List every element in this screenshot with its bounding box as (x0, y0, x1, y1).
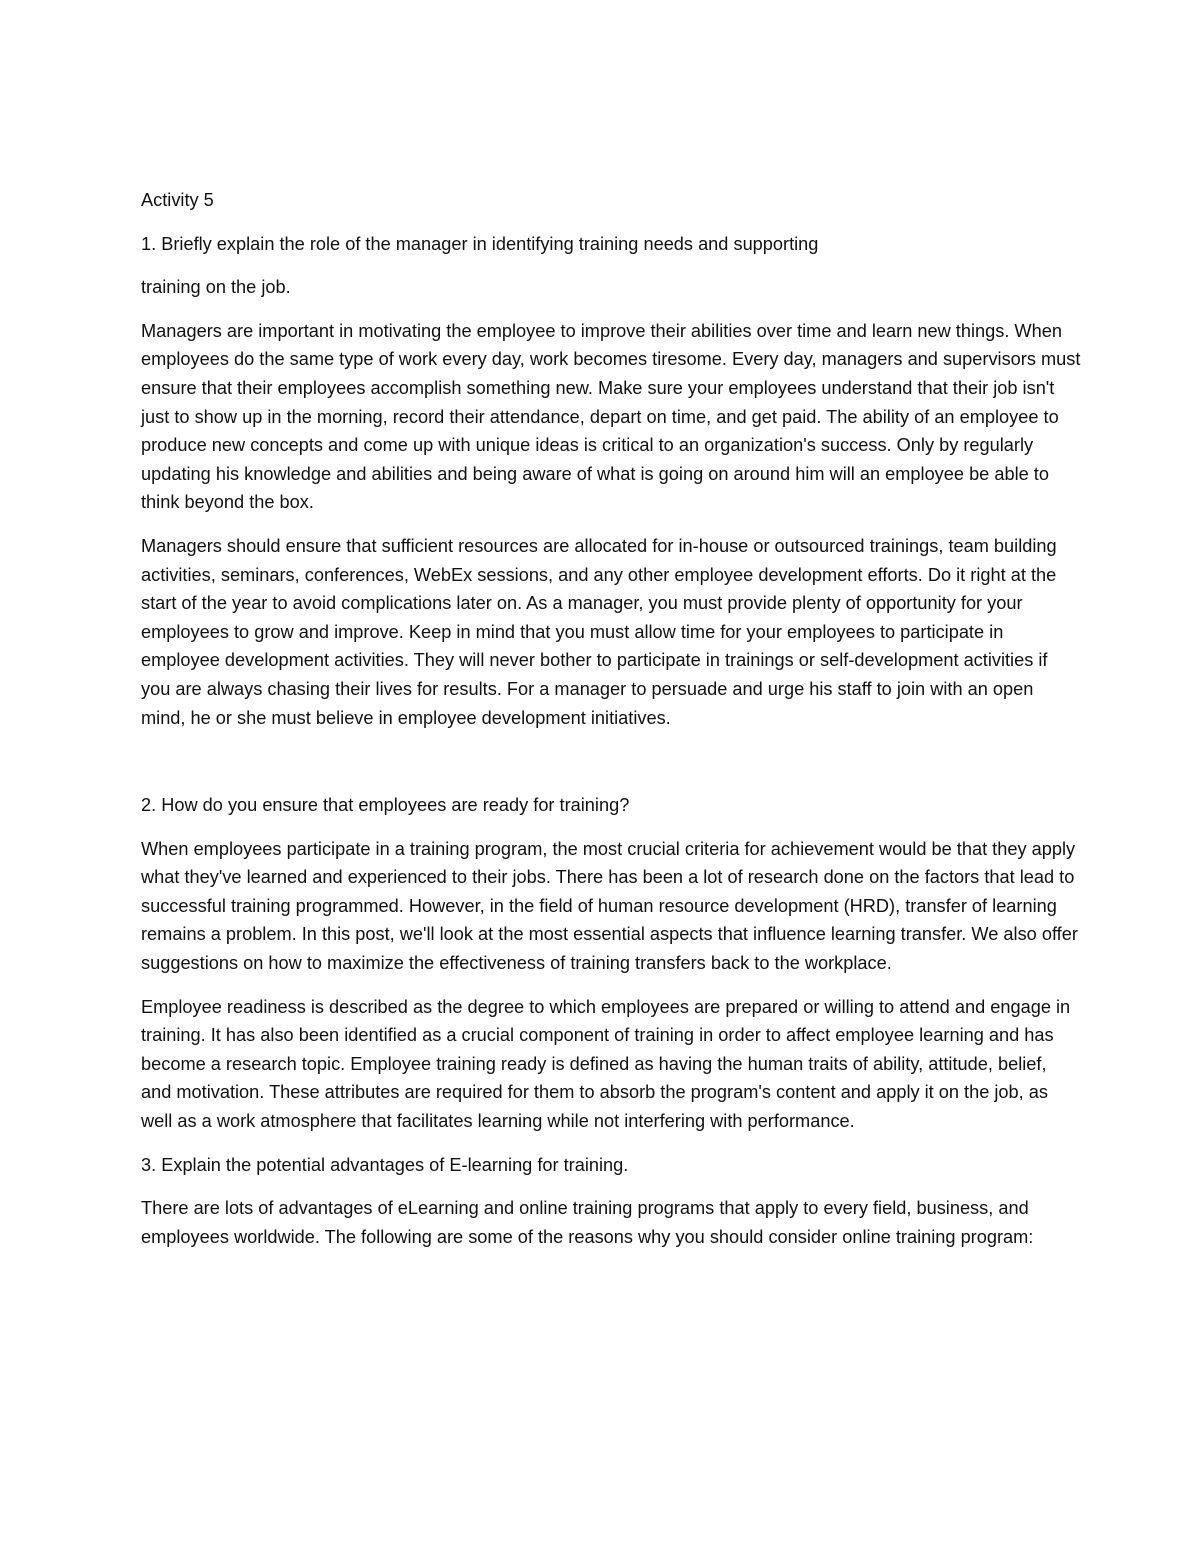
question-1-line-1: 1. Briefly explain the role of the manager in identifying training needs and supporting (141, 233, 819, 254)
document-body (141, 186, 1081, 1266)
answer-1-paragraph-2: Managers should ensure that sufficient resources are allocated for in-house or outsourced trainings, team building activities, seminars, conferences, WebEx sessions, and any other employee development efforts. Do it right at the start of the year to avoid complications later on. As a manager, you must provide plenty of opportunity for your employees to grow and improve. Keep in mind that you must allow time for your employees to participate in employee development activities. They will never bother to participate in trainings or self-development activities if you are always chasing their lives for results. For a manager to persuade and urge his staff to join with an open mind, he or she must believe in employee development initiatives. (141, 535, 1057, 728)
answer-2-paragraph-2: Employee readiness is described as the degree to which employees are prepared or willing to attend and engage in training. It has also been identified as a crucial component of training in order to affect employee learning and has become a research topic. Employee training ready is defined as having the human traits of ability, attitude, belief, and motivation. These attributes are required for them to absorb the program's content and apply it on the job, as well as a work atmosphere that facilitates learning while not interfering with performance. (141, 996, 1071, 1132)
question-2: 2. How do you ensure that employees are ready for training? (141, 795, 630, 816)
document-title: Activity 5 (141, 190, 214, 210)
answer-1-paragraph-1: Managers are important in motivating the employee to improve their abilities over time and learn new things. When employees do the same type of work every day, work becomes tiresome. Every day, managers and supervisors must ensure that their employees accomplish something new. Make sure your employees understand that their job isn't just to show up in the morning, record their attendance, depart on time, and get paid. The ability of an employee to produce new concepts and come up with unique ideas is critical to an organization's success. Only by regularly updating his knowledge and abilities and being aware of what is going on around him will an employee be able to think beyond the box. (141, 320, 1081, 513)
question-3: 3. Explain the potential advantages of E-learning for training. (141, 1154, 629, 1175)
blank-line (141, 747, 1081, 791)
answer-3-paragraph-1: There are lots of advantages of eLearning and online training programs that apply to every field, business, and employees worldwide. The following are some of the reasons why you should consider online training program: (141, 1198, 1034, 1247)
question-1-line-2: training on the job. (141, 277, 291, 298)
answer-2-paragraph-1: When employees participate in a training program, the most crucial criteria for achievement would be that they apply what they've learned and experienced to their jobs. There has been a lot of research done on the factors that lead to successful training programmed. However, in the field of human resource development (HRD), transfer of learning remains a problem. In this post, we'll look at the most essential aspects that influence learning transfer. We also offer suggestions on how to maximize the effectiveness of training transfers back to the workplace. (141, 838, 1078, 974)
